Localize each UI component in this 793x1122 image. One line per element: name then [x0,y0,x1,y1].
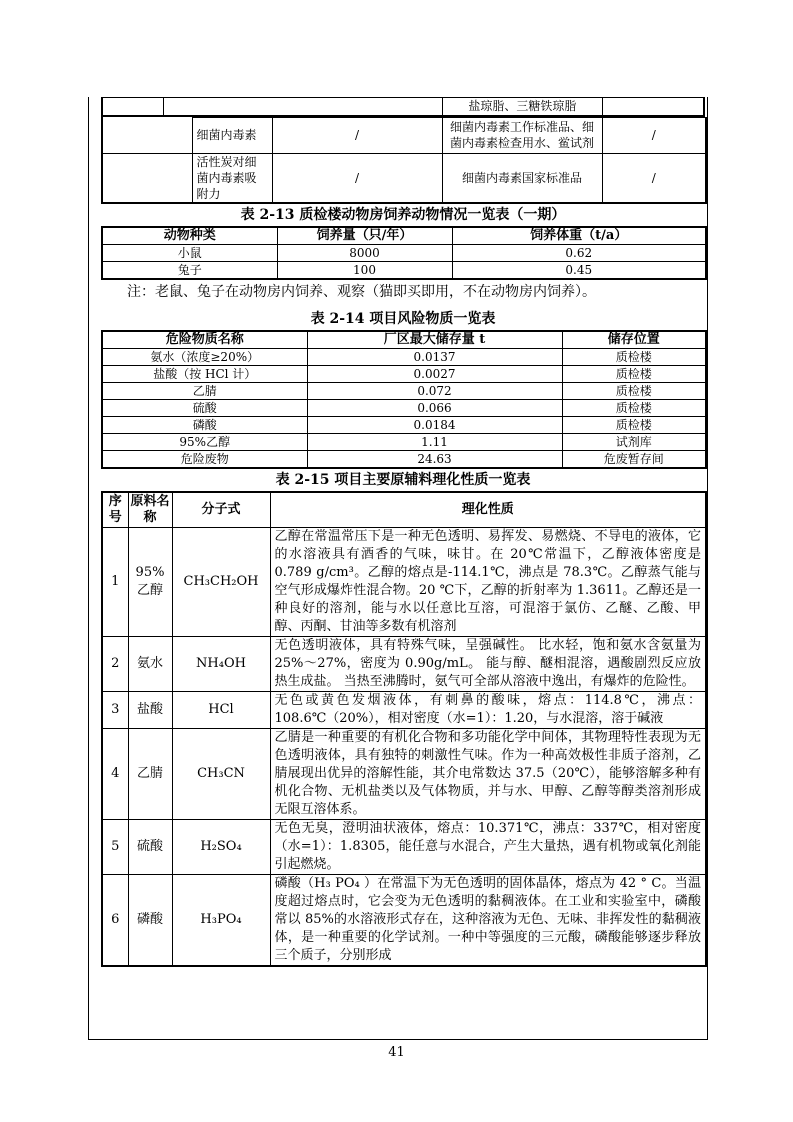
table-cell: 活性炭对细菌内毒素吸附力 [192,153,272,203]
cell-no: 5 [102,820,128,875]
table-header: 厂区最大储存量 t [307,331,562,349]
table-cell: 试剂库 [562,433,706,450]
table-row [102,729,706,820]
table-row [102,382,706,399]
table-header: 动物种类 [102,227,277,245]
cell-desc: 乙腈是一种重要的有机化合物和多功能化学中间体，其物理特性表现为无色透明液体，具有独特的刺激性气味。作为一种高效极性非质子溶剂，乙腈展现出优异的溶解性能，其介电常数达 37.5（20℃），能够溶解多种有机化合物、无机盐类以及气体物质，并与水、甲醇、乙醇等醇类溶剂形成无限互溶体系。 [270,729,706,820]
table-title: 表 2-13 质检楼动物房饲养动物情况一览表（一期） [240,206,566,223]
table-2-15 [101,491,707,968]
cell-name: 95%乙醇 [128,528,172,637]
table-row [102,365,706,382]
table-header: 危险物质名称 [102,331,307,349]
table-header-row [102,492,706,528]
cell-desc: 无色或黄色发烟液体，有刺鼻的酸味，熔点：114.8℃，沸点：108.6℃（20%），相对密度（水=1）：1.20，与水混溶，溶于碱液 [270,692,706,729]
table-header: 理化性质 [270,492,706,528]
table-cell [603,98,704,116]
table-cell: 氨水（浓度≥20%） [102,348,307,365]
cell-no: 3 [102,692,128,729]
table-row [102,528,706,637]
table-cell: 100 [277,261,452,279]
table-row [102,117,706,153]
table-header-row [102,227,706,245]
table-cell: 危险废物 [102,450,307,468]
table-cell: 细菌内毒素国家标准品 [442,153,602,203]
table-row [102,399,706,416]
table-cell: 95%乙醇 [102,433,307,450]
cell-desc: 无色透明液体，具有特殊气味，呈强碱性。 比水轻，饱和氨水含氨量为 25%～27%，密度为 0.90g/mL。 能与醇、醚相混溶，遇酸剧烈反应放热生成盐。 当热至沸腾时，氨气可全部从溶液中逸出，有爆炸的危险性。 [270,637,706,692]
cell-name: 磷酸 [128,875,172,967]
table-row [102,98,704,116]
cell-formula: HCl [172,692,270,729]
table-cell: 磷酸 [102,416,307,433]
cell-no: 2 [102,637,128,692]
table-row [102,820,706,875]
table-cell: 24.63 [307,450,562,468]
table-cell [163,98,442,116]
table-cell: / [272,153,442,203]
table-row [102,261,706,279]
cell-formula: H₂SO₄ [172,820,270,875]
page-number: 41 [388,1045,405,1060]
cell-name: 氨水 [128,637,172,692]
table-cell: 细菌内毒素工作标准品、细菌内毒素检查用水、鲎试剂 [442,117,602,153]
table-cell: / [602,153,706,203]
table-cell: 质检楼 [562,365,706,382]
cell-desc: 磷酸（H₃ PO₄ ）在常温下为无色透明的固体晶体，熔点为 42 ° C。当温度超过熔点时，它会变为无色透明的黏稠液体。在工业和实验室中，磷酸常以 85%的水溶液形式存在，这种溶液为无色、无味、非挥发性的黏稠液体，是一种重要的化学试剂。一种中等强度的三元酸，磷酸能够逐步释放三个质子，分别形成 [270,875,706,967]
table-row [102,244,706,261]
cell-name: 盐酸 [128,692,172,729]
cell-name: 硫酸 [128,820,172,875]
table-cell: 0.066 [307,399,562,416]
table-title: 表 2-14 项目风险物质一览表 [310,310,496,327]
cell-no: 6 [102,875,128,967]
cell-formula: CH₃CN [172,729,270,820]
table-header: 序号 [102,492,128,528]
table-header: 原料名称 [128,492,172,528]
table-cell: 硫酸 [102,399,307,416]
table-note: 注：老鼠、兔子在动物房内饲养、观察（猫即买即用，不在动物房内饲养）。 [127,283,596,300]
table-row [102,450,706,468]
table-continuation-body [101,117,707,204]
cell-formula: NH₄OH [172,637,270,692]
table-cell: 质检楼 [562,399,706,416]
table-cell: 0.62 [452,244,706,261]
table-cell: 质检楼 [562,348,706,365]
table-cell: 兔子 [102,261,277,279]
table-cell [102,98,163,116]
cell-no: 1 [102,528,128,637]
table-header: 分子式 [172,492,270,528]
table-cell: 小鼠 [102,244,277,261]
table-cell: 细菌内毒素 [192,117,272,153]
content-area [101,97,705,967]
table-cell: 盐琼脂、三糖铁琼脂 [442,98,603,116]
table-cell: 质检楼 [562,416,706,433]
table-cell: 乙腈 [102,382,307,399]
table-2-14 [101,330,707,469]
table-cell: 1.11 [307,433,562,450]
cell-desc: 乙醇在常温常压下是一种无色透明、易挥发、易燃烧、不导电的液体，它的水溶液具有酒香的气味，味甘。在 20℃常温下，乙醇液体密度是 0.789 g/cm³。乙醇的熔点是-114.1℃，沸点是 78.3℃。乙醇蒸气能与空气形成爆炸性混合物。20 ℃下，乙醇的折射率为 1.3611。乙醇还是一种良好的溶剂，能与水以任意比互溶，可混溶于氯仿、乙醚、乙酸、甲醇、丙酮、甘油等多数有机溶剂 [270,528,706,637]
table-cell: / [602,117,706,153]
table-row [102,875,706,967]
table-cell: 0.45 [452,261,706,279]
table-row [102,637,706,692]
table-cell: 0.0027 [307,365,562,382]
table-cell: 0.0137 [307,348,562,365]
table-row [102,416,706,433]
table-row [102,692,706,729]
table-cell: 危废暂存间 [562,450,706,468]
table-cell: 0.0184 [307,416,562,433]
table-row [102,153,706,203]
table-row [102,433,706,450]
cell-name: 乙腈 [128,729,172,820]
table-2-13 [101,226,707,280]
table-header: 饲养量（只/年） [277,227,452,245]
table-header: 饲养体重（t/a） [452,227,706,245]
table-cell: 8000 [277,244,452,261]
table-row [102,348,706,365]
table-title: 表 2-15 项目主要原辅料理化性质一览表 [275,471,531,488]
cell-desc: 无色无臭，澄明油状液体，熔点：10.371℃，沸点：337℃，相对密度（水=1）：1.8305，能任意与水混合，产生大量热，遇有机物或氧化剂能引起燃烧。 [270,820,706,875]
cell-no: 4 [102,729,128,820]
table-cell: 盐酸（按 HCl 计） [102,365,307,382]
table-cell: 0.072 [307,382,562,399]
table-header-row [102,331,706,349]
table-cell: / [272,117,442,153]
table-continuation [101,97,705,117]
cell-formula: H₃PO₄ [172,875,270,967]
table-header: 储存位置 [562,331,706,349]
cell-formula: CH₃CH₂OH [172,528,270,637]
table-cell: 质检楼 [562,382,706,399]
